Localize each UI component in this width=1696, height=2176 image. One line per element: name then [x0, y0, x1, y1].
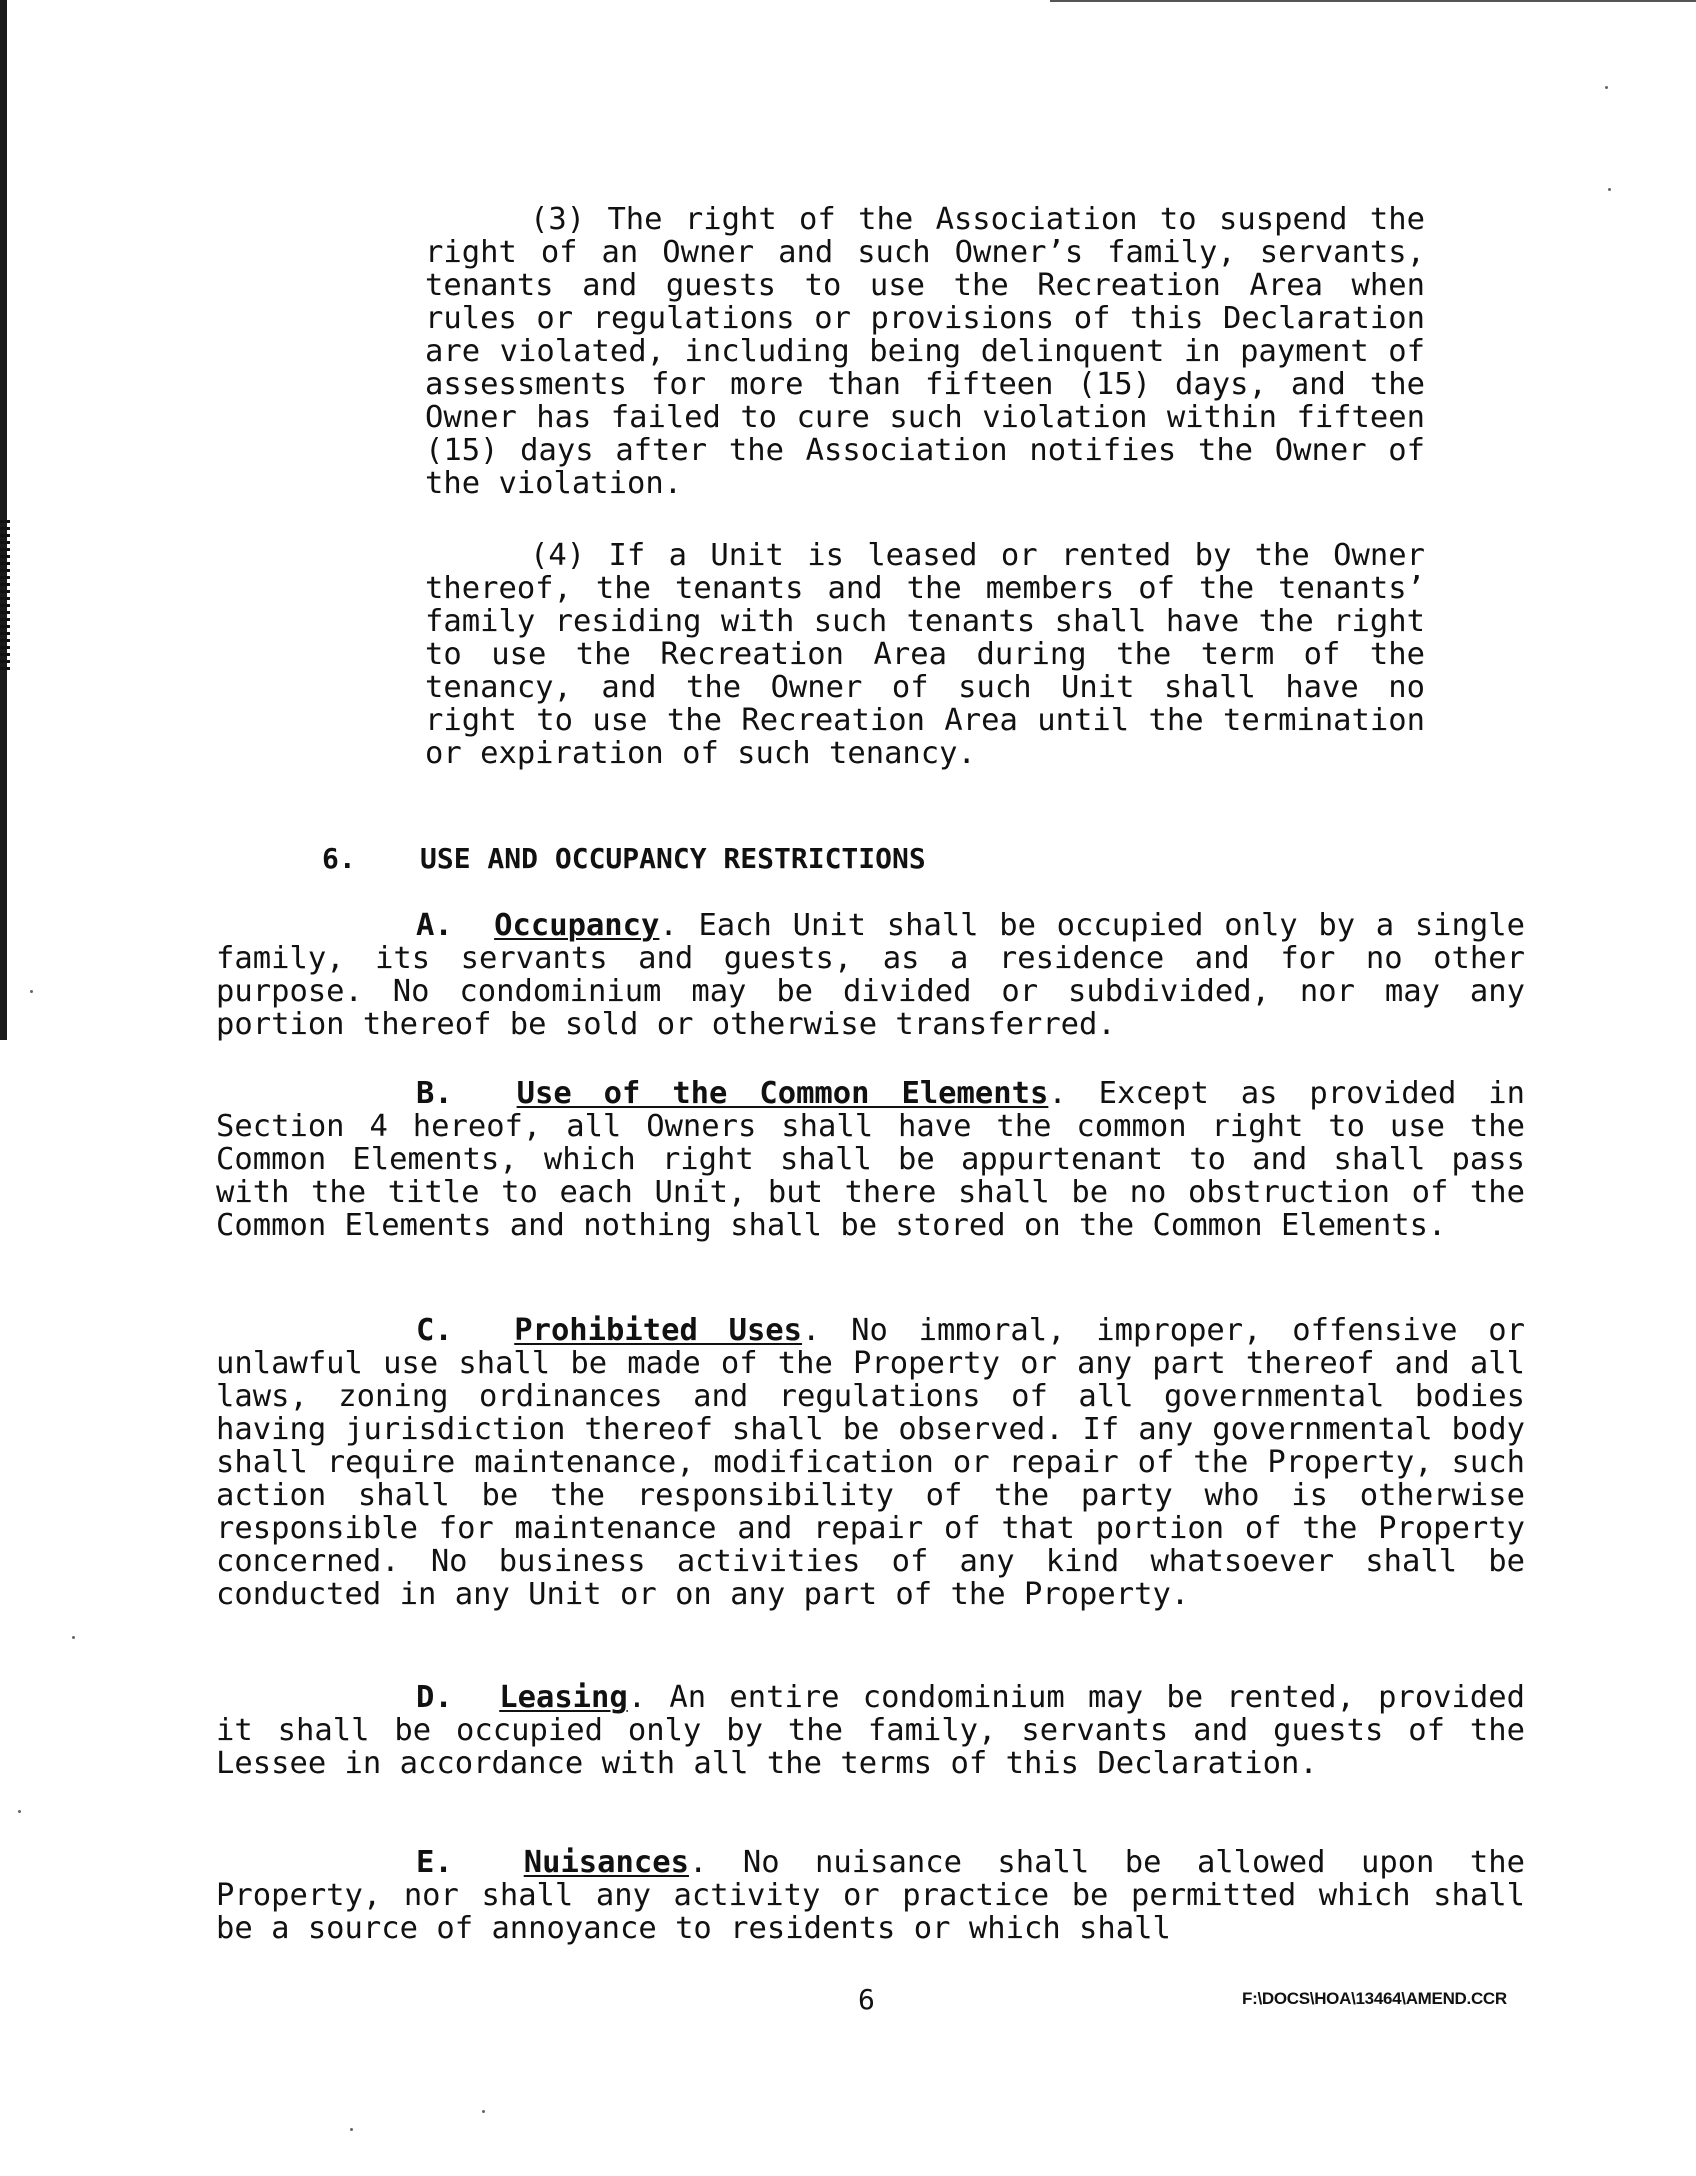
page-number: 6 — [858, 1983, 875, 2016]
subsection-title: Occupancy — [494, 908, 660, 943]
subsection-letter: C. — [416, 1313, 453, 1348]
subsection-a — [216, 909, 1525, 1041]
file-path-footer: F:\DOCS\HOA\13464\AMEND.CCR — [1242, 1989, 1507, 2008]
subsection-letter: A. — [416, 908, 453, 943]
subsection-letter: E. — [416, 1845, 453, 1880]
scan-speck — [18, 1810, 21, 1813]
subsection-d — [216, 1681, 1525, 1780]
subsection-letter: D. — [416, 1680, 453, 1715]
section-number: 6. — [322, 842, 356, 875]
scan-speck — [350, 2128, 353, 2131]
scan-speck — [30, 990, 33, 993]
subsection-title: Leasing — [499, 1680, 628, 1715]
scan-speck — [482, 2110, 485, 2113]
subsection-body: . Each Unit shall be occupied only by a single family, its servants and guests, as a residence and for no other purpose. No condominium may be divided or subdivided, nor may any portion thereof be sold or otherwise transferred. — [216, 908, 1525, 1042]
subsection-letter: B. — [416, 1076, 453, 1111]
scan-top-rule — [1050, 0, 1696, 2]
subsection-title: Use of the Common Elements — [516, 1076, 1049, 1111]
scan-speck — [1605, 86, 1608, 89]
subsection-e — [216, 1846, 1525, 1945]
subsection-c — [216, 1314, 1525, 1611]
section-title: USE AND OCCUPANCY RESTRICTIONS — [420, 842, 926, 875]
subsection-title: Prohibited Uses — [514, 1313, 803, 1348]
paragraph-3: (3) The right of the Association to suspend the right of an Owner and such Owner’s family, servants, tenants and guests to use the Recreation Area when rules or regulations or provisions of this Declaration are violated, including being delinquent in payment of assessments for more than fifteen (15) days, and the Owner has failed to cure such violation within fifteen (15) days after the Association notifies the Owner of the violation. — [425, 202, 1425, 501]
scan-speck — [1608, 188, 1611, 191]
subsection-title: Nuisances — [523, 1845, 689, 1880]
scan-speck — [72, 1636, 75, 1639]
paragraph-4: (4) If a Unit is leased or rented by the Owner thereof, the tenants and the members of the tenants’ family residing with such tenants shall have the right to use the Recreation Area during the term of the tenancy, and the Owner of such Unit shall have no right to use the Recreation Area until the termination or expiration of such tenancy. — [425, 538, 1425, 771]
subsection-body: . No immoral, improper, offensive or unlawful use shall be made of the Property or any part thereof and all laws, zoning ordinances and regulations of all governmental bodies having jurisdiction thereof shall be observed. If any governmental body shall require maintenance, modification or repair of the Property, such action shall be the responsibility of the party who is otherwise responsible for maintenance and repair of that portion of the Property concerned. No business activities of any kind whatsoever shall be conducted in any Unit or on any part of the Property. — [216, 1313, 1525, 1612]
subsection-b — [216, 1077, 1525, 1242]
subsection-body: . An entire condominium may be rented, provided it shall be occupied only by the family, servants and guests of the Lessee in accordance with all the terms of this Declaration. — [216, 1680, 1525, 1781]
subsection-body: . Except as provided in Section 4 hereof, all Owners shall have the common right to use the Common Elements, which right shall be appurtenant to and shall pass with the title to each Unit, but there shall be no obstruction of the Common Elements and nothing shall be stored on the Common Elements. — [216, 1076, 1525, 1243]
scan-edge-marks — [0, 520, 10, 670]
subsection-body: . No nuisance shall be allowed upon the Property, nor shall any activity or practice be permitted which shall be a source of annoyance to residents or which shall — [216, 1845, 1525, 1946]
